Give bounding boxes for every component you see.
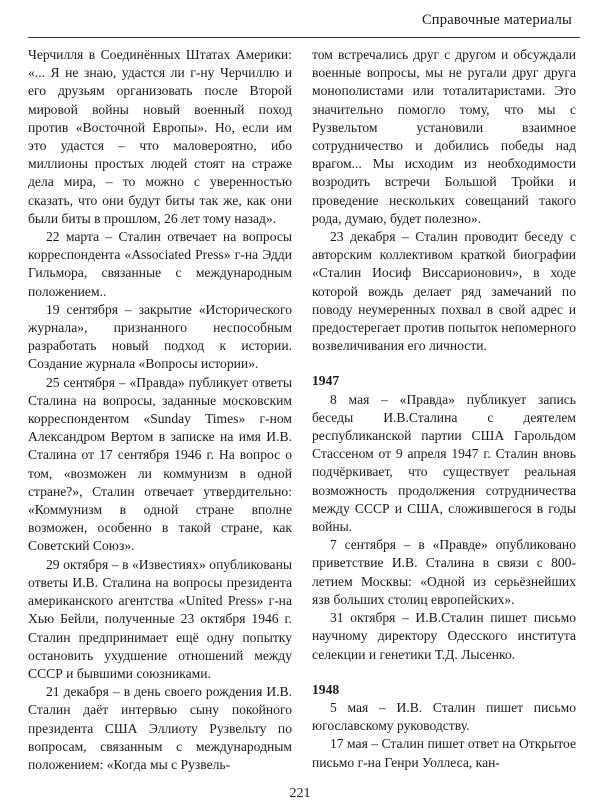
paragraph: 17 мая – Сталин пишет ответ на Открытое письмо г-на Генри Уоллеса, кан- (312, 736, 576, 770)
paragraph: Черчилля в Соединённых Штатах Америки: «... Я не знаю, удастся ли г-ну Черчиллю и его друзьям организовать после Второй мировой войны новый военный поход против «Восточной Европы». Но, если им это удастся – что маловероятно, ибо миллионы простых людей стоят на страже дела мира, – то можно с уверенностью сказать, что они будут биты так же, как они были биты в прошлом, 26 лет тому назад». (28, 47, 292, 226)
paragraph: 29 октября – в «Известиях» опубликованы ответы И.В. Сталина на вопросы президента американского агентства «United Press» г-на Хью Бейли, полученные 23 октября 1946 г. Сталин предпринимает ещё одну попытку остановить ухудшение отношений между СССР и бывшими союзниками. (28, 556, 292, 681)
paragraph: 19 сентября – закрытие «Исторического журнала», признанного неспособным разработать новый подход к истории. Создание журнала «Вопросы истории». (28, 301, 292, 372)
paragraph: 23 декабря – Сталин проводит беседу с авторским коллективом краткой биографии «Сталин Иосиф Виссарионович», в ходе которой вождь делает ряд замечаний по поводу неумеренных похвал в свой адрес и предостерегает против попыток непомерного возвеличивания его личности. (312, 229, 576, 354)
right-column (312, 46, 576, 772)
section-title: Справочные материалы (421, 12, 572, 28)
paragraph: 5 мая – И.В. Сталин пишет письмо югославскому руководству. (312, 699, 576, 734)
paragraph: том встречались друг с другом и обсуждали военные вопросы, мы не ругали друг друга монополистами или тоталитаристами. Это значительно помогло тому, что мы с Рузвельтом установили взаимное сотрудничество и добились победы над врагом... Мы исходим из необходимости возродить встречи Большой Тройки и проведение нескольких совещаний такого рода, думаю, будет полезно». (312, 47, 576, 226)
page-number: 221 (289, 786, 311, 801)
year-heading-1947: 1947 (312, 373, 340, 389)
running-header (0, 0, 600, 44)
year-heading-1948: 1948 (312, 681, 340, 697)
paragraph: 25 сентября – «Правда» публикует ответы Сталина на вопросы, заданные московским корреспондентом «Sunday Times» г-ном Александром Вертом в записке на имя И.В. Сталина от 17 сентября 1946 г. На вопрос о том, «возможен ли коммунизм в одной стране?», Сталин отвечает утвердительно: «Коммунизм в одной стране вполне возможен, особенно в такой стране, как Советский Союз». (28, 374, 292, 554)
left-column (28, 46, 292, 774)
paragraph: 21 декабря – в день своего рождения И.В. Сталин даёт интервью сыну покойного президента США Эллиоту Рузвельту по вопросам, связанным с международным положением: «Когда мы с Рузвель- (28, 684, 292, 772)
paragraph: 22 марта – Сталин отвечает на вопросы корреспондента «Associated Press» г-на Эдди Гильмора, связанные с международным положением.. (28, 229, 292, 299)
paragraph: 31 октября – И.В.Сталин пишет письмо научному директору Одесского института селекции и генетики Т.Д. Лысенко. (312, 610, 576, 662)
paragraph: 8 мая – «Правда» публикует запись беседы И.В.Сталина с деятелем республиканской партии США Гарольдом Стассеном от 9 апреля 1947 г. Сталин вновь подчёркивает, что существует реальная возможность продолжения сотрудничества между СССР и США, сложившегося в годы войны. (312, 391, 576, 535)
header-divider (28, 37, 580, 38)
paragraph: 7 сентября – в «Правде» опубликовано приветствие И.В. Сталина в связи с 800-летием Москвы: «Одной из серьёзнейших язв больших столиц европейских». (312, 537, 576, 607)
